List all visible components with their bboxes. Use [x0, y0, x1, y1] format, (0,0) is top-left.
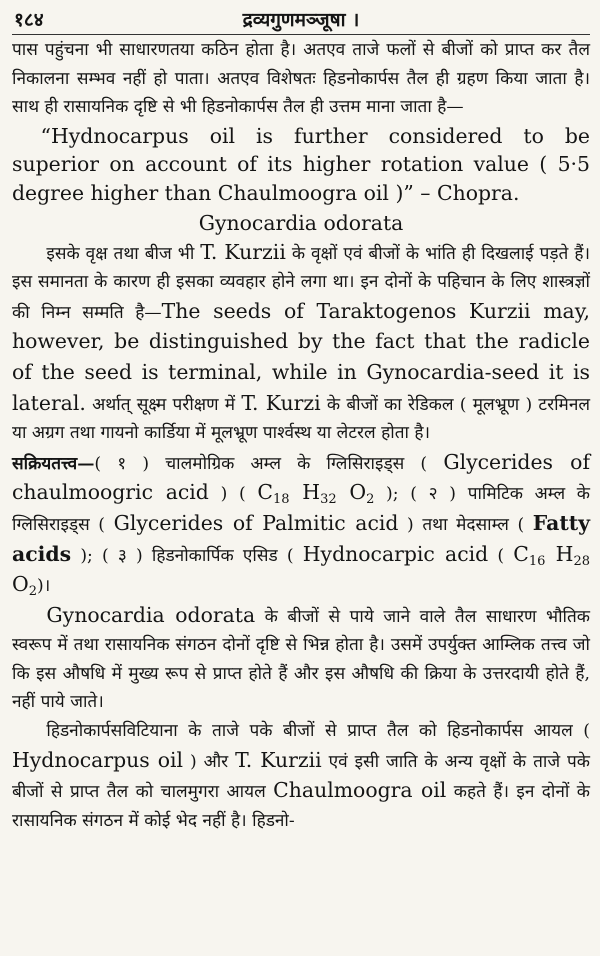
chemical-formula: [257, 480, 375, 508]
formula-symbol: H: [555, 541, 574, 566]
latin-term: T. Kurzi: [241, 390, 321, 415]
english-term: Hydnocarpus oil: [12, 747, 184, 772]
text-segment: ); ( ३ ) हिडनोकार्पिक एसिड (: [80, 545, 294, 566]
formula-subscript: 2: [366, 492, 375, 508]
text-segment: ) (: [220, 484, 246, 505]
text-segment: )।: [37, 576, 51, 597]
text-segment: हिडनोकार्पसविटियाना के ताजे पके बीजों से प्राप्त तैल को हिडनोकार्पस आयल (: [46, 721, 590, 742]
text-segment: के बीजों से पाये जाने वाले तैल साधारण भौतिक स्वरूप में तथा रासायनिक संगठन दोनों दृष्टि से भिन्न होता है। उसमें उपर्युक्त आम्लिक तत्त्व जो कि इस औषधि में मुख्य रूप से प्राप्त होते हैं और इस औषधि की क्रिया के उत्तरदायी होते हैं, नहीं पाये जाते।: [12, 606, 590, 713]
paragraph-oil-comparison: [12, 601, 590, 717]
text-segment: ) तथा मेदसाम्ल (: [407, 514, 525, 535]
latin-term: T. Kurzii: [235, 747, 322, 772]
english-term: Glycerides of Palmitic acid: [113, 510, 399, 535]
formula-subscript: 32: [320, 492, 337, 508]
formula-subscript: 2: [28, 584, 37, 600]
text-segment: एवं इसी जाति के अन्य वृक्षों के ताजे पके बीजों से प्राप्त तैल को चालमुगरा आयल: [12, 751, 590, 803]
paragraph-gynocardia: [12, 238, 590, 448]
formula-symbol: O: [349, 480, 367, 505]
paragraph-oil-naming: [12, 717, 590, 835]
section-label: सक्रियतत्त्व—: [12, 453, 95, 474]
text-segment: इसके वृक्ष तथा बीज भी: [46, 243, 195, 264]
formula-symbol: C: [513, 541, 529, 566]
chopra-quote: “Hydnocarpus oil is further considered to be superior on account of its higher rotation value ( 5·5 degree higher than Chaulmoogra oil )” – Chopra.: [12, 123, 590, 205]
subheading-gynocardia: Gynocardia odorata: [198, 210, 404, 235]
formula-subscript: 16: [528, 553, 546, 569]
text-segment: अर्थात् सूक्ष्म परीक्षण में: [92, 394, 236, 415]
latin-term: T. Kurzii: [200, 239, 286, 264]
english-term: Hydnocarpic acid: [302, 541, 489, 566]
header-rule: [12, 34, 590, 35]
text-segment: के वृक्षों एवं बीजों के भांति ही दिखलाई पड़ते हैं। इस समानता के कारण ही इसका व्यवहार होने लगा था। इन दोनों के पहिचान के लिए शास्त्रज्ञों की निम्न सम्मति है—: [12, 243, 590, 323]
english-term: Chaulmoogra oil: [273, 778, 447, 803]
formula-symbol: C: [257, 480, 274, 505]
text-segment: कहते हैं। इन दोनों के रासायनिक संगठन में कोई भेद नहीं है। हिडनो-: [12, 782, 590, 831]
english-passage: The seeds of Taraktogenos Kurzii may, however, be distinguished by the fact that the radicle of the seed is terminal, while in Gynocardia-seed it is lateral.: [12, 298, 590, 415]
formula-symbol: H: [302, 480, 321, 505]
page-header: [12, 4, 590, 36]
formula-subscript: 18: [273, 492, 290, 508]
english-term: Glycerides of chaulmoogric acid: [12, 449, 590, 505]
text-segment: ( १ ) चालमोग्रिक अम्ल के ग्लिसिराइड्स (: [94, 453, 428, 474]
text-segment: ) और: [189, 751, 229, 772]
text-segment: ); ( २ ) पामिटिक अम्ल के ग्लिसिराइड्स (: [12, 484, 591, 535]
paragraph-intro: पास पहुंचना भी साधारणतया कठिन होता है। अतएव ताजे फलों से बीजों को प्राप्त कर तैल निकालना सम्भव नहीं हो पाता। अतएव विशेषतः हिडनोकार्पस तैल ही ग्रहण किया जाता है। साथ ही रासायनिक दृष्टि से भी हिडनोकार्पस तैल ही उत्तम माना जाता है—: [12, 40, 590, 118]
text-segment: (: [497, 545, 505, 566]
formula-subscript: 28: [573, 553, 590, 569]
english-term: Fatty acids: [12, 510, 591, 566]
text-segment: के बीजों का रेडिकल ( मूलभ्रूण ) टरमिनल या अग्रग तथा गायनो कार्डिया में मूलभ्रूण पार्श्वस्थ या लेटरल होता है।: [12, 394, 591, 444]
page-number: १८४: [14, 9, 44, 31]
running-title: द्रव्यगुणमञ्जूषा ।: [242, 9, 360, 31]
latin-term: Gynocardia odorata: [46, 602, 256, 627]
formula-symbol: O: [12, 572, 29, 597]
paragraph-active-constituents: [12, 448, 590, 601]
